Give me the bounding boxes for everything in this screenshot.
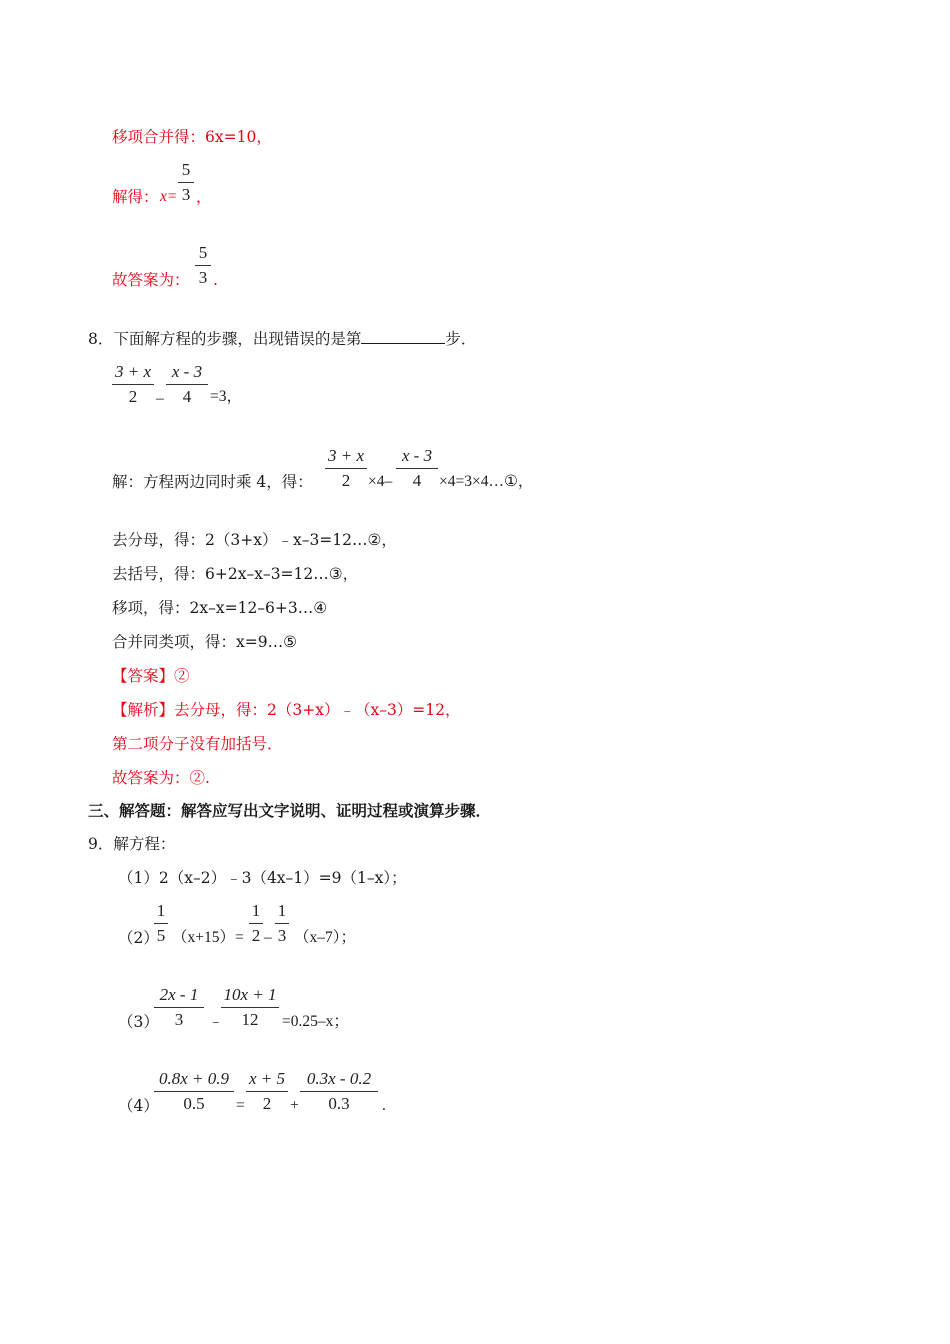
q8-step1-fraction-1 bbox=[325, 445, 367, 492]
q7-answer-num: 5 bbox=[198, 243, 208, 262]
q9-part-2-label: （2） bbox=[118, 929, 159, 947]
q8-number: 8． bbox=[88, 330, 114, 348]
q8-step1-fraction-2 bbox=[396, 445, 438, 492]
q9-stem-text: 解方程： bbox=[113, 835, 176, 853]
q9-p4-f1-num: 0.8x + 0.9 bbox=[158, 1069, 230, 1088]
q9-p4-end: . bbox=[382, 1097, 386, 1114]
q7-solve-var: x= bbox=[160, 188, 178, 205]
q8-stem-after: 步． bbox=[445, 330, 477, 348]
section-3-heading: 三、解答题：解答应写出文字说明、证明过程或演算步骤． bbox=[88, 801, 492, 820]
q7-answer-fraction bbox=[195, 242, 211, 289]
q8-eq-fraction-1 bbox=[112, 361, 154, 408]
q8-answer: 【答案】② bbox=[112, 667, 190, 685]
q8-step1-f2-den: 4 bbox=[412, 471, 422, 490]
q9-p4-f2-den: 2 bbox=[262, 1094, 272, 1113]
q8-analysis: 【解析】去分母，得：2（3+x）﹣（x–3）=12， bbox=[112, 701, 461, 719]
q8-eq-f1-den: 2 bbox=[128, 387, 138, 406]
q9-stem bbox=[88, 834, 175, 854]
q7-answer-den: 3 bbox=[198, 268, 208, 287]
q9-p2-f1-den: 5 bbox=[156, 926, 166, 945]
q9-p4-f3-den: 0.3 bbox=[328, 1094, 350, 1113]
q8-eq-fraction-2 bbox=[166, 361, 208, 408]
q9-p3-f2-num: 10x + 1 bbox=[223, 985, 277, 1004]
q8-answer-blank bbox=[361, 329, 445, 344]
q8-step2: 去分母，得：2（3+x）﹣x–3=12…②， bbox=[112, 531, 397, 549]
q9-p2-f2-num: 1 bbox=[251, 901, 261, 920]
q7-answer-end: . bbox=[213, 271, 218, 289]
q8-step3: 去括号，得：6+2x–x–3=12…③， bbox=[112, 565, 359, 583]
q9-p2-f3-den: 3 bbox=[277, 926, 287, 945]
q8-step4: 移项，得：2x–x=12–6+3…④ bbox=[112, 599, 328, 617]
q8-step1-label: 解：方程两边同时乘 4，得： bbox=[112, 473, 313, 491]
q8-eq-f2-den: 4 bbox=[182, 387, 192, 406]
q9-part-1: （1）2（x–2）﹣3（4x–1）=9（1–x）； bbox=[118, 869, 407, 887]
q9-p3-fraction-1 bbox=[154, 984, 204, 1031]
q9-p4-eq: = bbox=[236, 1097, 245, 1114]
q9-p2-fraction-3 bbox=[275, 900, 289, 947]
q8-step1-mid: ×4– bbox=[368, 473, 393, 490]
q9-p2-mid: （x+15）= bbox=[172, 929, 244, 946]
q8-step1-f1-den: 2 bbox=[341, 471, 351, 490]
q8-eq-f1-num: 3 + x bbox=[114, 362, 152, 381]
q8-analysis-2: 第二项分子没有加括号． bbox=[112, 735, 283, 753]
q8-stem bbox=[88, 329, 476, 349]
q8-stem-before: 下面解方程的步骤，出现错误的是第 bbox=[113, 330, 362, 348]
q9-p2-f3-num: 1 bbox=[277, 901, 287, 920]
q9-p4-fraction-1 bbox=[154, 1068, 234, 1115]
q8-eq-rhs: =3， bbox=[210, 388, 242, 405]
q7-solve-num: 5 bbox=[181, 160, 191, 179]
q8-conclusion: 故答案为：②. bbox=[112, 769, 210, 787]
q9-p2-fraction-2 bbox=[249, 900, 263, 947]
q9-p4-f2-num: x + 5 bbox=[248, 1069, 286, 1088]
q9-p4-plus: + bbox=[290, 1097, 299, 1114]
q9-p3-f1-num: 2x - 1 bbox=[159, 985, 199, 1004]
q9-p4-fraction-3 bbox=[300, 1068, 378, 1115]
q9-p2-minus: – bbox=[264, 929, 272, 946]
q7-solve-fraction bbox=[178, 159, 194, 206]
q9-number: 9． bbox=[88, 835, 114, 853]
q7-solve-end: ， bbox=[196, 188, 212, 206]
q9-part-3-label: （3） bbox=[118, 1013, 159, 1031]
q8-step1-f1-num: 3 + x bbox=[327, 446, 365, 465]
q9-p3-fraction-2 bbox=[221, 984, 279, 1031]
q7-combine-step: 移项合并得：6x=10， bbox=[112, 128, 272, 146]
q9-p3-f2-den: 12 bbox=[241, 1010, 259, 1029]
q8-eq-f2-num: x - 3 bbox=[171, 362, 203, 381]
q8-step1-end: ×4=3×4…①， bbox=[439, 473, 534, 490]
q9-p4-f3-num: 0.3x - 0.2 bbox=[306, 1069, 372, 1088]
q8-step1-f2-num: x - 3 bbox=[401, 446, 433, 465]
q7-solve-den: 3 bbox=[181, 185, 191, 204]
q9-p2-end: （x–7）； bbox=[294, 929, 357, 946]
q7-answer-label: 故答案为： bbox=[112, 271, 190, 289]
q8-eq-minus: – bbox=[156, 390, 164, 407]
q9-p2-fraction-1 bbox=[154, 900, 168, 947]
q9-p3-f1-den: 3 bbox=[174, 1010, 184, 1029]
q7-solve-label: 解得： bbox=[112, 188, 159, 206]
q9-p4-fraction-2 bbox=[246, 1068, 288, 1115]
q9-p3-minus: ﹣ bbox=[208, 1013, 224, 1030]
q9-p2-f2-den: 2 bbox=[251, 926, 261, 945]
q9-p3-end: =0.25–x； bbox=[282, 1013, 349, 1030]
q9-p2-f1-num: 1 bbox=[156, 901, 166, 920]
q9-p4-f1-den: 0.5 bbox=[183, 1094, 205, 1113]
q9-part-4-label: （4） bbox=[118, 1097, 159, 1115]
q8-step5: 合并同类项，得：x=9…⑤ bbox=[112, 633, 297, 651]
